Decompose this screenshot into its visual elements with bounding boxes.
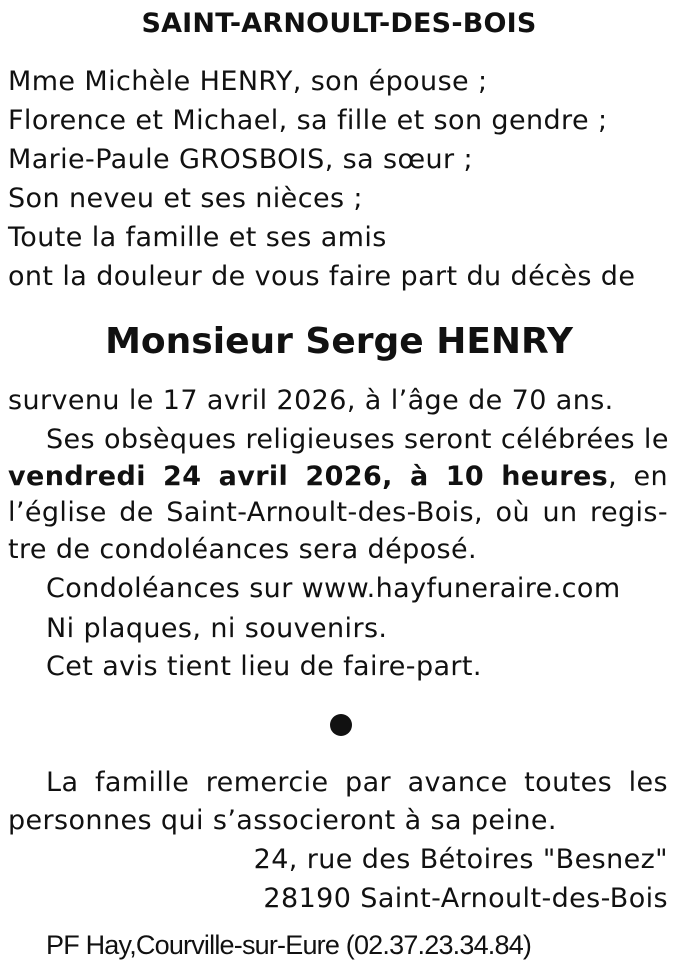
funeral-place-line-1: l’église de Saint-Arnoult-des-Bois, où un regis- bbox=[8, 497, 668, 528]
family-line-spouse: Mme Michèle HENRY, son épouse ; bbox=[8, 66, 488, 97]
funeral-home-footer: PF Hay,Courville-sur-Eure (02.37.23.34.84) bbox=[46, 930, 532, 960]
no-flowers-line: Ni plaques, ni souvenirs. bbox=[46, 613, 388, 644]
address-street: 24, rue des Bétoires "Besnez" bbox=[253, 844, 668, 875]
deceased-name: Monsieur Serge HENRY bbox=[105, 321, 573, 362]
family-line-announcement: ont la douleur de vous faire part du décès de bbox=[8, 261, 636, 292]
thanks-line-2: personnes qui s’associeront à sa peine. bbox=[8, 805, 557, 836]
thanks-line-1: La famille remercie par avance toutes les bbox=[46, 767, 668, 798]
place-heading: SAINT-ARNOULT-DES-BOIS bbox=[141, 8, 537, 39]
funeral-datetime: vendredi 24 avril 2026, à 10 heures bbox=[8, 461, 609, 492]
funeral-datetime-suffix: , en bbox=[608, 461, 668, 492]
funeral-intro: Ses obsèques religieuses seront célébrées le bbox=[46, 424, 669, 455]
funeral-datetime-line bbox=[8, 458, 668, 496]
family-line-sister: Marie-Paule GROSBOIS, sa sœur ; bbox=[8, 144, 474, 175]
family-line-nephew: Son neveu et ses nièces ; bbox=[8, 183, 363, 214]
family-line-relatives: Toute la famille et ses amis bbox=[8, 222, 387, 253]
funeral-place-line-2: tre de condoléances sera déposé. bbox=[8, 534, 478, 565]
separator-dot bbox=[330, 714, 352, 736]
family-line-daughter: Florence et Michael, sa fille et son gendre ; bbox=[8, 105, 608, 136]
death-details: survenu le 17 avril 2026, à l’âge de 70 ans. bbox=[8, 385, 614, 416]
address-city: 28190 Saint-Arnoult-des-Bois bbox=[263, 883, 668, 914]
notice-line: Cet avis tient lieu de faire-part. bbox=[46, 651, 482, 682]
condolences-line: Condoléances sur www.hayfuneraire.com bbox=[46, 573, 621, 604]
